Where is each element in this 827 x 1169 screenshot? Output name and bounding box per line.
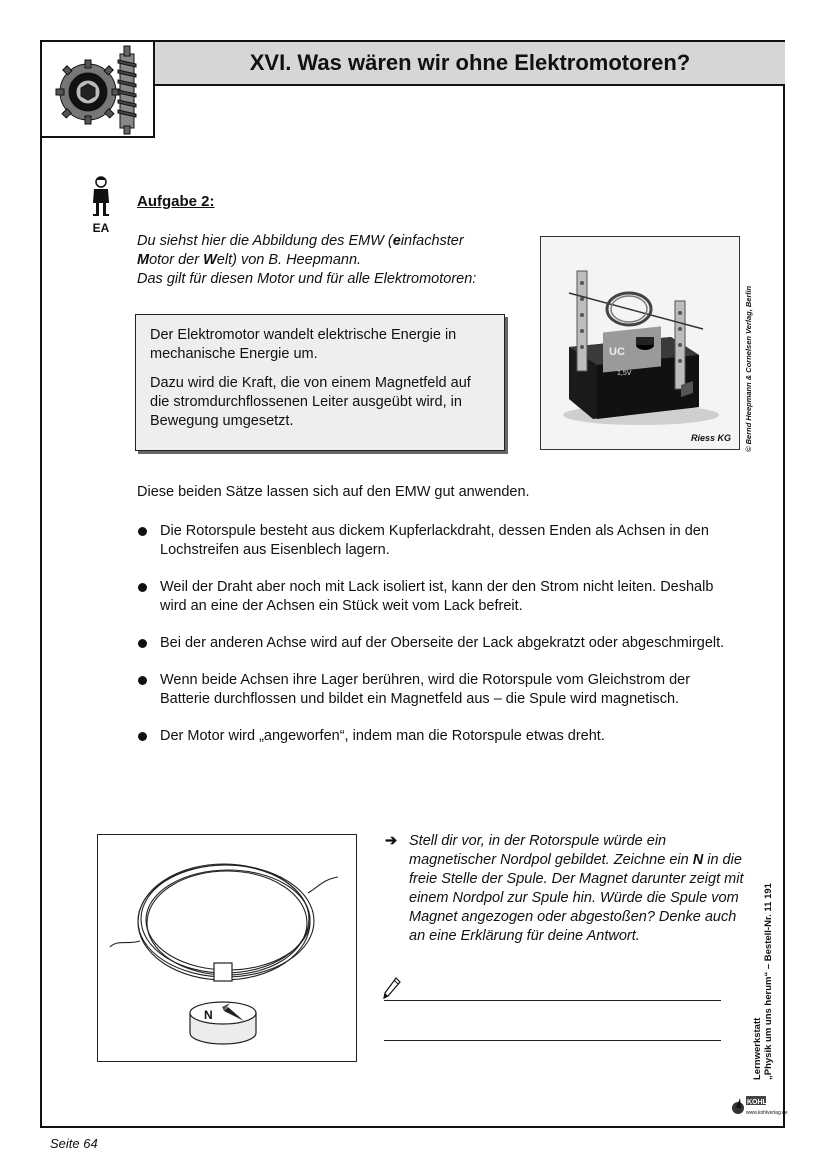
list-item: Bei der anderen Achse wird auf der Oberseite der Lack abgekratzt oder abgeschmirgelt. <box>137 634 737 653</box>
svg-text:1,5V: 1,5V <box>617 370 632 377</box>
title-bar <box>155 42 785 86</box>
page-title: XVI. Was wären wir ohne Elektromotoren? <box>249 50 691 75</box>
page-number: Seite 64 <box>50 1136 98 1151</box>
exercise-text: ➔ Stell dir vor, in der Rotorspule würde ein magnetischer Nordpol gebildet. Zeichne ein N in die freie Stelle der Spule. Der Magnet darunter zeigt mit einem Nordpol zur Spule hin. Würde die Spule vom Magnet angezogen oder abgestoßen? Denke auch an eine Erklärung für deine Antwort. <box>385 833 744 944</box>
list-item: Weil der Draht aber noch mit Lack isoliert ist, kann der den Strom nicht leiten. Deshalb wird an eine der Achsen ein Stück weit vom Lack befreit. <box>137 578 737 616</box>
definition-paragraph: Dazu wird die Kraft, die von einem Magnetfeld auf die stromdurchflossenen Leiter ausgeübt wird, in Bewegung umgesetzt. <box>150 375 471 429</box>
gear-worm-drive-icon <box>40 40 153 136</box>
bullet-icon <box>138 732 147 741</box>
work-mode-label: EA <box>92 221 110 235</box>
coil-figure <box>97 834 357 1062</box>
lead-sentence: Diese beiden Sätze lassen sich auf den EMW gut anwenden. <box>137 484 530 500</box>
emw-motor-illustration <box>541 237 739 449</box>
task-heading: Aufgabe 2: <box>137 193 215 210</box>
bullet-icon <box>138 583 147 592</box>
definition-box <box>135 314 505 451</box>
bullet-icon <box>138 527 147 536</box>
answer-line[interactable] <box>384 1000 721 1001</box>
student-figure-icon <box>90 176 112 218</box>
definition-paragraph: Der Elektromotor wandelt elektrische Energie in mechanische Energie um. <box>150 327 457 362</box>
coil-and-magnet-illustration <box>98 835 356 1061</box>
publisher-url: www.kohlverlag.de <box>746 1110 788 1116</box>
bullet-icon <box>138 676 147 685</box>
list-item: Der Motor wird „angeworfen“, indem man die Rotorspule etwas dreht. <box>137 727 737 746</box>
list-item: Die Rotorspule besteht aus dickem Kupferlackdraht, dessen Enden als Achsen in den Lochstreifen aus Eisenblech lagern. <box>137 522 737 560</box>
work-mode-indicator <box>88 176 114 235</box>
svg-text:UC: UC <box>609 346 625 358</box>
logo-box <box>40 40 155 138</box>
list-item: Wenn beide Achsen ihre Lager berühren, wird die Rotorspule vom Gleichstrom der Batterie durchflossen und bildet ein Magnetfeld aus – die Spule wird magnetisch. <box>137 671 737 709</box>
arrow-icon: ➔ <box>385 833 398 849</box>
task-intro: Du siehst hier die Abbildung des EMW (einfachster Motor der Welt) von B. Heepmann. Das gilt für diesen Motor und für alle Elektromotoren: <box>137 232 527 289</box>
pencil-icon <box>382 976 402 1002</box>
motor-photo <box>540 236 740 450</box>
photo-label: Riess KG <box>690 433 731 443</box>
magnet-north-label: N <box>204 1008 213 1022</box>
answer-line[interactable] <box>384 1040 721 1041</box>
bullet-list <box>137 522 737 764</box>
svg-text:KOHL: KOHL <box>747 1099 767 1106</box>
publisher-logo <box>730 1092 788 1118</box>
task-intro-line3: Das gilt für diesen Motor und für alle Elektromotoren: <box>137 271 477 287</box>
bullet-icon <box>138 639 147 648</box>
